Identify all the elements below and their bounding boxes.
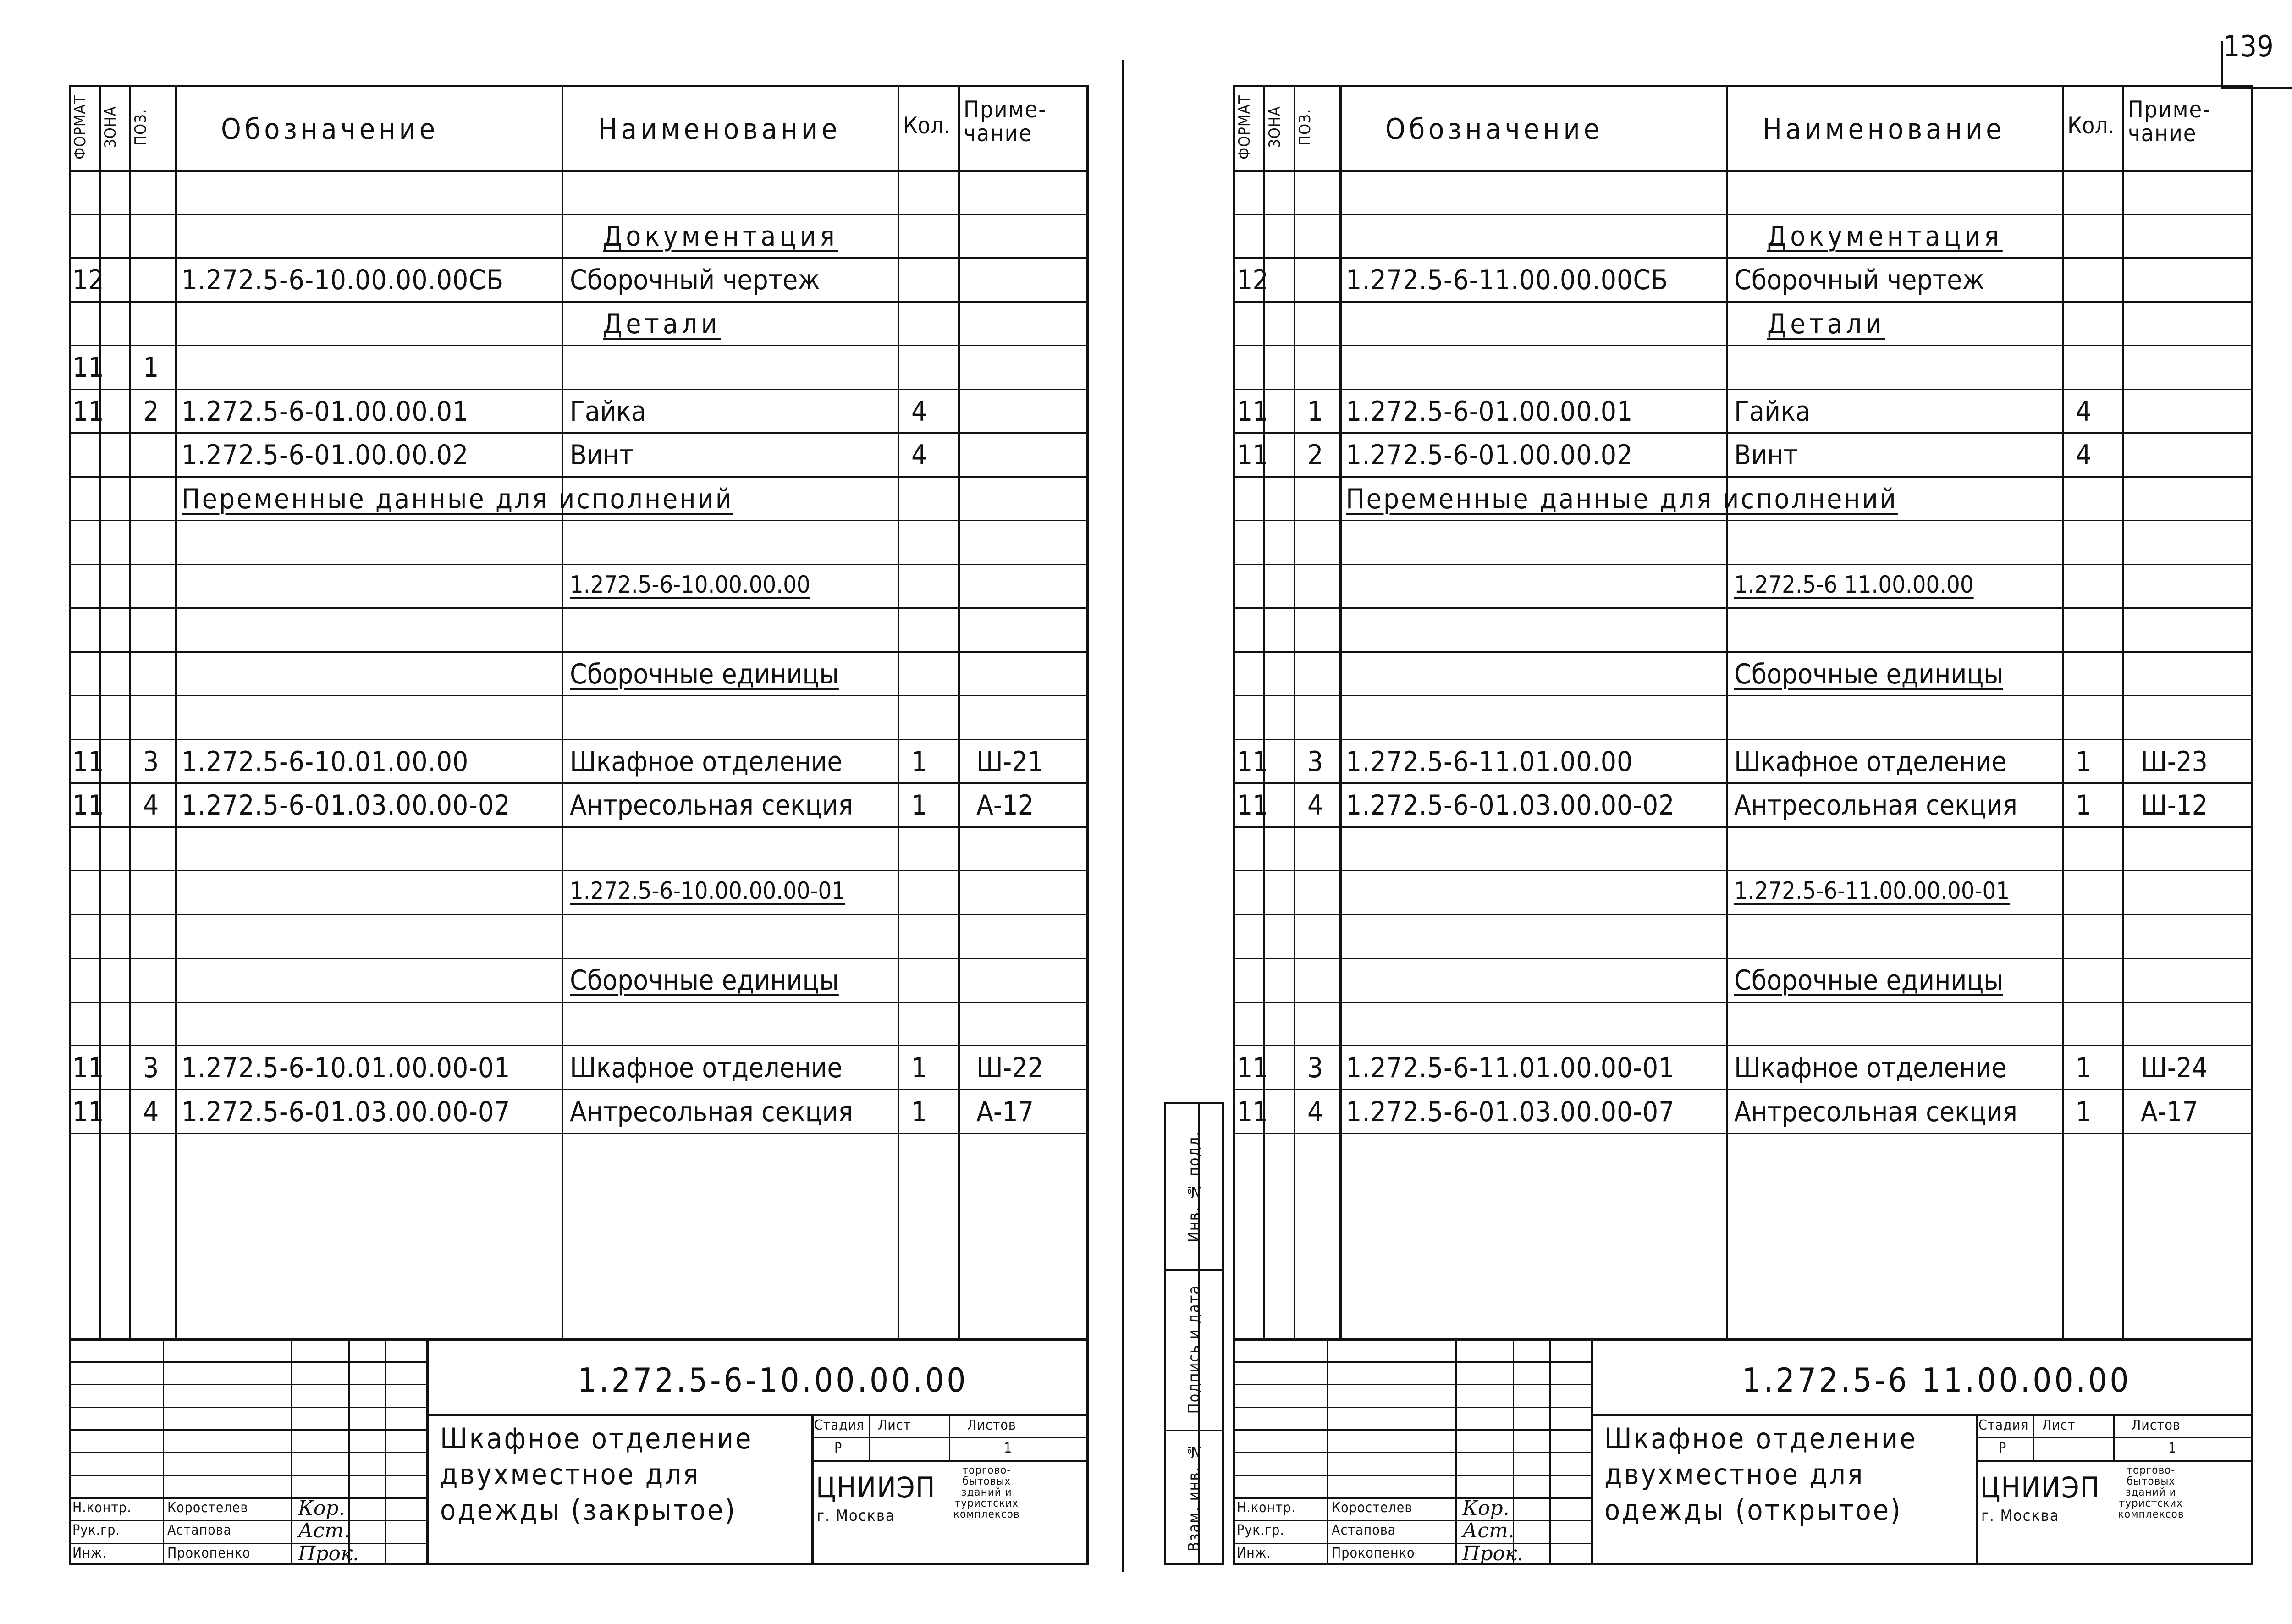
page-divider: [1122, 60, 1124, 1572]
margin-stamp-field: [1166, 1104, 1222, 1269]
header-name: Наименование: [598, 112, 841, 146]
row-format: 12: [72, 264, 104, 296]
row-format: 11: [72, 746, 104, 778]
row-name: Документация: [603, 220, 838, 253]
row-note: А-12: [976, 789, 1034, 821]
row-designation: 1.272.5-6-01.03.00.00-07: [182, 1096, 511, 1128]
tb-person: Астапова: [167, 1522, 232, 1538]
margin-stamp-label: Инв. № подл.: [1185, 1131, 1203, 1243]
tb-person: Прокопенко: [1332, 1545, 1415, 1561]
row-name: Винт: [570, 439, 634, 471]
row-note: Ш-12: [2141, 789, 2208, 821]
row-designation: 1.272.5-6-01.00.00.01: [1346, 396, 1633, 428]
row-designation: 1.272.5-6-10.00.00.00СБ: [182, 264, 504, 296]
row-name: Антресольная секция: [570, 789, 853, 821]
tb-person: Коростелев: [1332, 1500, 1413, 1516]
margin-stamp-label: Взам. инв. №: [1185, 1442, 1203, 1552]
row-note: А-17: [2141, 1096, 2198, 1128]
row-note: Ш-24: [2141, 1052, 2208, 1084]
tb-sheet-label: Лист: [2042, 1417, 2076, 1433]
row-name: Антресольная секция: [1734, 789, 2017, 821]
row-position: 3: [1307, 746, 1323, 778]
row-name: Гайка: [570, 396, 646, 428]
header-qty: Кол.: [903, 112, 950, 139]
margin-stamp: [1164, 1102, 1224, 1565]
tb-org-description: торгово- бытовых зданий и туристских комплексов: [2118, 1464, 2184, 1520]
row-name: Гайка: [1734, 396, 1811, 428]
tb-sheets-label: Листов: [967, 1417, 1016, 1433]
row-name: Детали: [603, 308, 721, 340]
row-note: Ш-23: [2141, 746, 2208, 778]
row-name: 1.272.5-6-11.00.00.00-01: [1734, 877, 2010, 905]
row-name: 1.272.5-6-10.00.00.00: [570, 571, 810, 599]
row-format: 11: [72, 396, 104, 428]
tb-sheets: 1: [2168, 1440, 2177, 1456]
row-name: Шкафное отделение: [1734, 746, 2007, 778]
header-pos: ПОЗ.: [1296, 109, 1314, 146]
row-format: 11: [1237, 1096, 1268, 1128]
row-position: 3: [1307, 1052, 1323, 1084]
row-designation: 1.272.5-6-01.03.00.00-07: [1346, 1096, 1675, 1128]
row-designation: 1.272.5-6-01.00.00.01: [182, 396, 469, 428]
row-format: 11: [72, 789, 104, 821]
row-quantity: 4: [911, 439, 927, 471]
tb-title: Шкафное отделение двухместное для одежды (открытое): [1604, 1422, 1917, 1527]
tb-person: Коростелев: [167, 1500, 248, 1516]
row-name: Винт: [1734, 439, 1798, 471]
row-quantity: 1: [911, 1052, 927, 1084]
header-name: Наименование: [1763, 112, 2006, 146]
row-format: 12: [1237, 264, 1268, 296]
row-designation: Переменные данные для исполнений: [182, 483, 733, 515]
row-quantity: 1: [2076, 746, 2092, 778]
spec-sheet-right: [1233, 85, 2253, 1565]
row-format: 11: [72, 1096, 104, 1128]
row-name: Шкафное отделение: [570, 746, 843, 778]
row-quantity: 4: [2076, 396, 2092, 428]
row-format: 11: [1237, 396, 1268, 428]
row-name: 1.272.5-6 11.00.00.00: [1734, 571, 1974, 599]
tb-stage-label: Стадия: [814, 1417, 865, 1433]
row-designation: 1.272.5-6-01.00.00.02: [1346, 439, 1633, 471]
row-position: 4: [143, 789, 159, 821]
header-format: ФОРМАТ: [71, 95, 89, 160]
row-quantity: 4: [911, 396, 927, 428]
row-designation: Переменные данные для исполнений: [1346, 483, 1898, 515]
row-format: 11: [1237, 439, 1268, 471]
row-designation: 1.272.5-6-01.03.00.00-02: [182, 789, 511, 821]
row-note: Ш-22: [976, 1052, 1043, 1084]
row-format: 11: [1237, 746, 1268, 778]
row-name: Антресольная секция: [1734, 1096, 2017, 1128]
tb-signature: Аст.: [1462, 1519, 1515, 1542]
row-name: Сборочные единицы: [570, 964, 839, 996]
tb-signature: Кор.: [1462, 1497, 1510, 1520]
tb-signature: Аст.: [298, 1519, 350, 1542]
tb-role: Рук.гр.: [72, 1522, 121, 1538]
tb-org: ЦНИИЭП: [816, 1471, 936, 1504]
tb-stage: Р: [1999, 1440, 2007, 1456]
margin-stamp-field: [1166, 1269, 1222, 1430]
row-position: 2: [1307, 439, 1323, 471]
row-name: Документация: [1767, 220, 2003, 253]
row-quantity: 1: [2076, 789, 2092, 821]
row-position: 4: [1307, 789, 1323, 821]
row-quantity: 1: [911, 789, 927, 821]
row-position: 2: [143, 396, 159, 428]
header-zone: ЗОНА: [1266, 106, 1284, 149]
row-name: 1.272.5-6-10.00.00.00-01: [570, 877, 846, 905]
row-position: 4: [143, 1096, 159, 1128]
tb-signature: Прок.: [1462, 1542, 1524, 1565]
row-designation: 1.272.5-6-10.01.00.00: [182, 746, 469, 778]
row-position: 3: [143, 1052, 159, 1084]
row-designation: 1.272.5-6-01.03.00.00-02: [1346, 789, 1675, 821]
row-name: Сборочный чертеж: [570, 264, 821, 296]
tb-role: Н.контр.: [72, 1500, 132, 1516]
row-name: Детали: [1767, 308, 1885, 340]
tb-stage: Р: [834, 1440, 843, 1456]
header-designation: Обозначение: [1385, 112, 1603, 146]
tb-org-description: торгово- бытовых зданий и туристских комплексов: [953, 1464, 1020, 1520]
tb-role: Рук.гр.: [1237, 1522, 1285, 1538]
row-name: Антресольная секция: [570, 1096, 853, 1128]
tb-title: Шкафное отделение двухместное для одежды (закрытое): [440, 1422, 753, 1527]
row-note: А-17: [976, 1096, 1034, 1128]
header-note: Приме- чание: [964, 96, 1047, 147]
header-format: ФОРМАТ: [1235, 95, 1254, 160]
row-name: Сборочный чертеж: [1734, 264, 1985, 296]
header-qty: Кол.: [2067, 112, 2115, 139]
row-note: Ш-21: [976, 746, 1043, 778]
row-format: 11: [72, 352, 104, 384]
tb-stage-label: Стадия: [1978, 1417, 2029, 1433]
page-number: 139: [2223, 30, 2274, 64]
row-name: Шкафное отделение: [570, 1052, 843, 1084]
row-designation: 1.272.5-6-11.01.00.00-01: [1346, 1052, 1675, 1084]
row-designation: 1.272.5-6-11.01.00.00: [1346, 746, 1633, 778]
row-name: Сборочные единицы: [1734, 964, 2003, 996]
row-position: 1: [1307, 396, 1323, 428]
tb-city: г. Москва: [817, 1507, 895, 1525]
row-name: Шкафное отделение: [1734, 1052, 2007, 1084]
row-format: 11: [1237, 789, 1268, 821]
row-quantity: 4: [2076, 439, 2092, 471]
tb-person: Астапова: [1332, 1522, 1396, 1538]
margin-stamp-label: Подпись и дата: [1185, 1285, 1203, 1414]
header-pos: ПОЗ.: [132, 109, 150, 146]
row-name: Сборочные единицы: [570, 658, 839, 690]
header-note: Приме- чание: [2128, 96, 2211, 147]
row-format: 11: [1237, 1052, 1268, 1084]
margin-stamp-field: [1166, 1430, 1222, 1563]
spec-sheet-left: [69, 85, 1089, 1565]
row-position: 4: [1307, 1096, 1323, 1128]
tb-role: Инж.: [72, 1545, 107, 1561]
tb-role: Инж.: [1237, 1545, 1271, 1561]
row-quantity: 1: [911, 1096, 927, 1128]
tb-role: Н.контр.: [1237, 1500, 1296, 1516]
row-format: 11: [72, 1052, 104, 1084]
tb-sheets: 1: [1004, 1440, 1013, 1456]
row-quantity: 1: [911, 746, 927, 778]
sheet-frame: [69, 85, 1089, 1565]
row-designation: 1.272.5-6-10.01.00.00-01: [182, 1052, 511, 1084]
row-position: 1: [143, 352, 159, 384]
header-zone: ЗОНА: [101, 106, 120, 149]
tb-sheets-label: Листов: [2132, 1417, 2181, 1433]
tb-person: Прокопенко: [167, 1545, 251, 1561]
row-position: 3: [143, 746, 159, 778]
tb-doc-number: 1.272.5-6 11.00.00.00: [1742, 1361, 2132, 1399]
row-quantity: 1: [2076, 1052, 2092, 1084]
header-designation: Обозначение: [221, 112, 439, 146]
tb-city: г. Москва: [1981, 1507, 2060, 1525]
tb-org: ЦНИИЭП: [1980, 1471, 2100, 1504]
row-name: Сборочные единицы: [1734, 658, 2003, 690]
tb-sheet-label: Лист: [878, 1417, 911, 1433]
tb-doc-number: 1.272.5-6-10.00.00.00: [578, 1361, 969, 1399]
sheet-frame: [1233, 85, 2253, 1565]
row-designation: 1.272.5-6-01.00.00.02: [182, 439, 469, 471]
row-quantity: 1: [2076, 1096, 2092, 1128]
row-designation: 1.272.5-6-11.00.00.00СБ: [1346, 264, 1669, 296]
tb-signature: Прок.: [298, 1542, 359, 1565]
tb-signature: Кор.: [298, 1497, 345, 1520]
